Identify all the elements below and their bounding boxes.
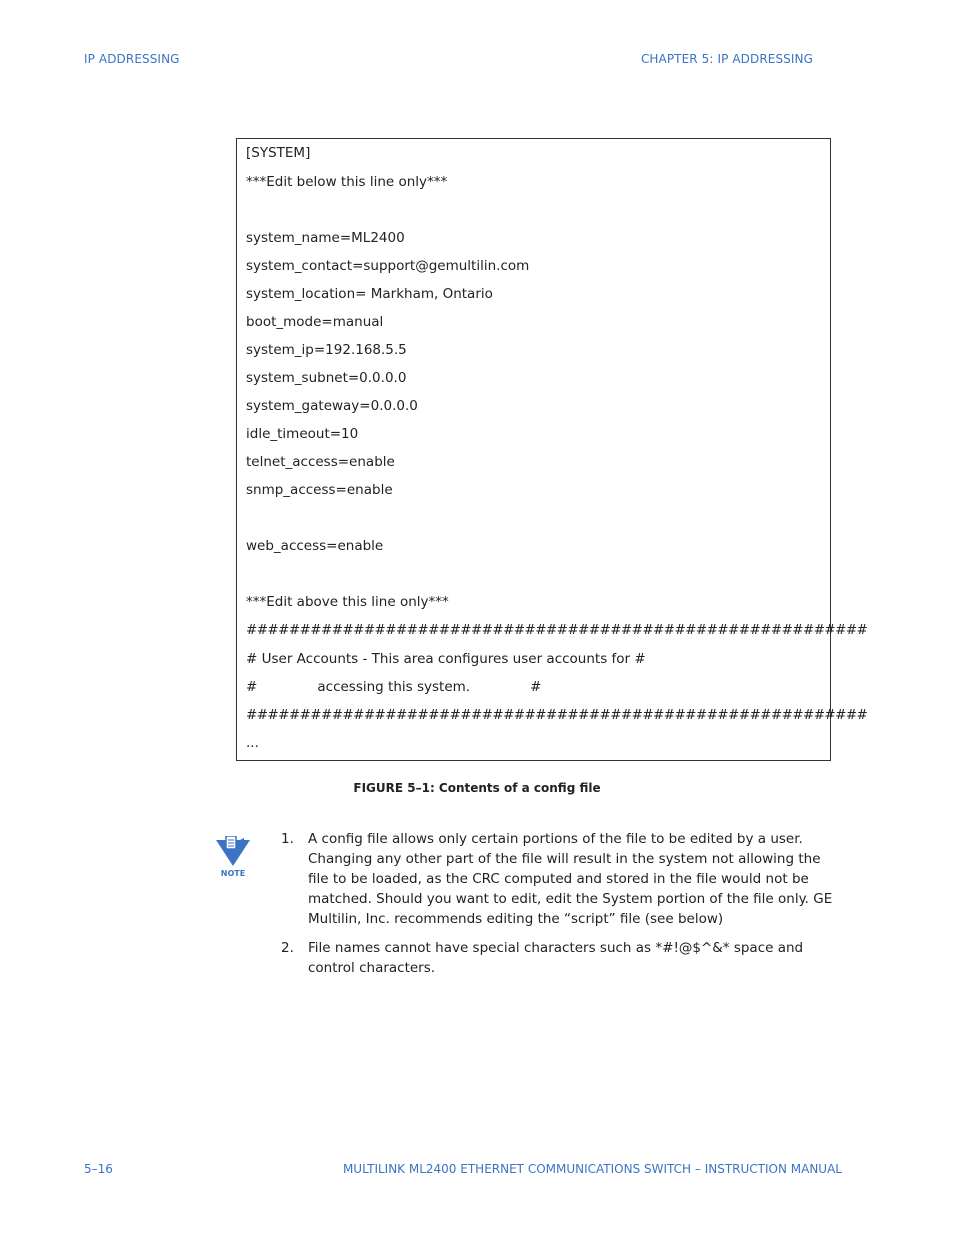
config-line: ***Edit below this line only***: [246, 174, 448, 190]
config-line: # User Accounts - This area configures user accounts for #: [246, 651, 646, 667]
page-number: 5–16: [84, 1162, 113, 1176]
note-item-text: File names cannot have special characters such as *#!@$^&* space and control characters.: [308, 940, 804, 976]
config-line: web_access=enable: [246, 538, 384, 554]
config-line: system_location= Markham, Ontario: [246, 286, 493, 302]
config-line: system_name=ML2400: [246, 230, 405, 246]
config-line: boot_mode=manual: [246, 314, 384, 330]
config-line: ##########################################################: [246, 707, 868, 723]
config-line: system_gateway=0.0.0.0: [246, 398, 418, 414]
header-section-title: IP ADDRESSING: [84, 52, 180, 66]
config-line: # accessing this system. #: [246, 679, 542, 695]
config-line: ...: [246, 735, 259, 751]
note-item-number: 1.: [281, 831, 294, 847]
note-label: NOTE: [220, 869, 246, 878]
config-line: idle_timeout=10: [246, 426, 359, 442]
config-line: telnet_access=enable: [246, 454, 395, 470]
note-item-text: A config file allows only certain portions of the file to be edited by a user. Changing any other part of the file will result in the system not allowing the file to be loaded, as the CRC computed and stored in the file would not be matched. Should you want to edit, edit the System portion of the file only. GE Multilin, Inc. recommends editing the “script” file (see below): [308, 831, 833, 927]
config-line: ***Edit above this line only***: [246, 594, 449, 610]
config-line: snmp_access=enable: [246, 482, 393, 498]
config-line: system_subnet=0.0.0.0: [246, 370, 407, 386]
config-line: system_contact=support@gemultilin.com: [246, 258, 530, 274]
manual-title: MULTILINK ML2400 ETHERNET COMMUNICATIONS SWITCH – INSTRUCTION MANUAL: [342, 1162, 842, 1176]
config-line: [SYSTEM]: [246, 145, 311, 161]
config-line: system_ip=192.168.5.5: [246, 342, 407, 358]
config-line: ##########################################################: [246, 622, 868, 638]
note-item-number: 2.: [281, 940, 294, 956]
config-file-box: [236, 138, 868, 761]
header-chapter-title: CHAPTER 5: IP ADDRESSING: [640, 52, 813, 66]
figure-caption: FIGURE 5–1: Contents of a config file: [353, 781, 601, 795]
